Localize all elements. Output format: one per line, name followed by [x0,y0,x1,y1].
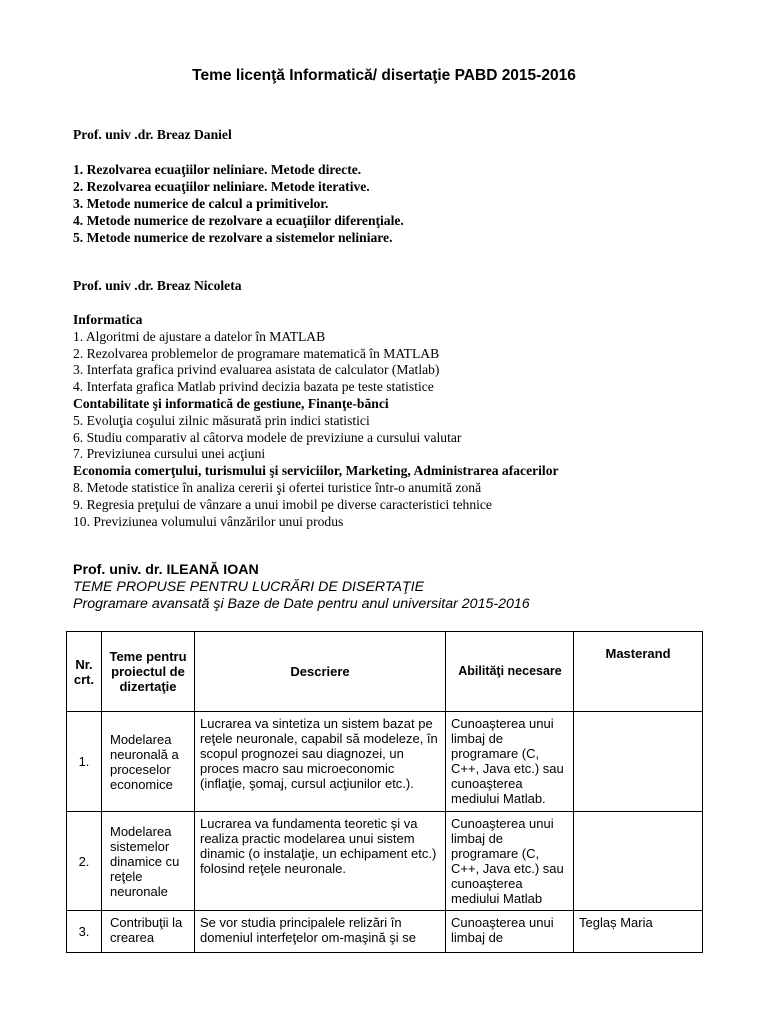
topic-list-nicoleta [73,312,559,530]
group-heading: Informatica [73,312,143,327]
group-heading: Economia comerţului, turismului şi serviciilor, Marketing, Administrarea afacerilor [73,463,559,479]
cell-nr: 2. [67,812,102,911]
list-item: 9. Regresia preţului de vânzare a unui imobil pe diverse caracteristici tehnice [73,496,492,512]
list-item: 2. Rezolvarea problemelor de programare matematică în MATLAB [73,345,440,361]
cell-nr: 1. [67,712,102,812]
table-row [67,911,703,953]
professor-name-daniel: Prof. univ .dr. Breaz Daniel [73,127,232,142]
list-item: 4. Metode numerice de rezolvare a ecuaţiilor diferenţiale. [73,213,404,228]
list-item: 5. Evoluţia coşului zilnic măsurată prin indici statistici [73,412,370,428]
page-title: Teme licenţă Informatică/ disertaţie PABD 2015-2016 [192,67,576,84]
cell-nr: 3. [67,911,102,953]
list-item: 6. Studiu comparativ al câtorva modele de previziune a cursului valutar [73,429,462,445]
table-header-row [67,632,703,712]
topic-list-daniel [73,161,404,246]
list-item: 3. Metode numerice de calcul a primitivelor. [73,196,329,211]
header-tema: Teme pentru proiectul de dizertaţie [102,632,195,712]
cell-abilitati: Cunoaşterea unui limbaj de programare (C, C++, Java etc.) sau cunoaşterea mediului Matlab. [446,712,574,812]
cell-tema: Modelarea neuronală a proceselor economice [102,712,195,812]
cell-descriere: Se vor studia principalele relizări în domeniul interfeţelor om-maşină şi se [195,911,446,953]
cell-abilitati: Cunoaşterea unui limbaj de programare (C, C++, Java etc.) sau cunoaşterea mediului Matlab [446,812,574,911]
list-item: 10. Previziunea volumului vânzărilor unui produs [73,513,344,529]
list-item: 7. Previziunea cursului unei acţiuni [73,446,266,462]
professor-name-ioan: Prof. univ. dr. ILEANĂ IOAN [73,562,259,578]
cell-descriere: Lucrarea va fundamenta teoretic şi va realiza practic modelarea unui sistem dinamic (o instalaţie, un echipament etc.) folosind reţele neuronale. [195,812,446,911]
group-heading: Contabilitate şi informatică de gestiune, Finanţe-bănci [73,395,389,411]
professor-name-nicoleta: Prof. univ .dr. Breaz Nicoleta [73,278,242,293]
header-masterand: Masterand [574,632,703,712]
header-abilitati: Abilităţi necesare [446,632,574,712]
dissertation-topics-table [66,631,703,953]
cell-descriere: Lucrarea va sintetiza un sistem bazat pe reţele neuronale, capabil să modeleze, în scopul prognozei sau diagnozei, un proces macro sau microeconomic (inflaţie, şomaj, cursul acţiunilor etc.). [195,712,446,812]
cell-tema: Modelarea sistemelor dinamice cu reţele neuronale [102,812,195,911]
list-item: 2. Rezolvarea ecuaţiilor neliniare. Metode iterative. [73,179,370,194]
header-descriere: Descriere [195,632,446,712]
cell-masterand [574,712,703,812]
cell-masterand [574,812,703,911]
section-subtitle: TEME PROPUSE PENTRU LUCRĂRI DE DISERTAŢIE [73,579,425,595]
cell-tema: Contribuţii la crearea [102,911,195,953]
list-item: 8. Metode statistice în analiza cererii şi ofertei turistice într-o anumită zonă [73,479,482,495]
list-item: 1. Algoritmi de ajustare a datelor în MATLAB [73,328,326,344]
cell-masterand: Teglaș Maria [574,911,703,953]
list-item: 5. Metode numerice de rezolvare a sistemelor neliniare. [73,230,393,245]
header-nr: Nr. crt. [67,632,102,712]
section-subtitle-2: Programare avansată şi Baze de Date pentru anul universitar 2015-2016 [73,596,530,612]
section-ioan-header [73,562,530,613]
table-row [67,812,703,911]
list-item: 1. Rezolvarea ecuaţiilor neliniare. Metode directe. [73,162,362,177]
table-row [67,712,703,812]
list-item: 3. Interfata grafica privind evaluarea asistata de calculator (Matlab) [73,362,440,378]
list-item: 4. Interfata grafica Matlab privind decizia bazata pe teste statistice [73,379,434,395]
cell-abilitati: Cunoaşterea unui limbaj de [446,911,574,953]
